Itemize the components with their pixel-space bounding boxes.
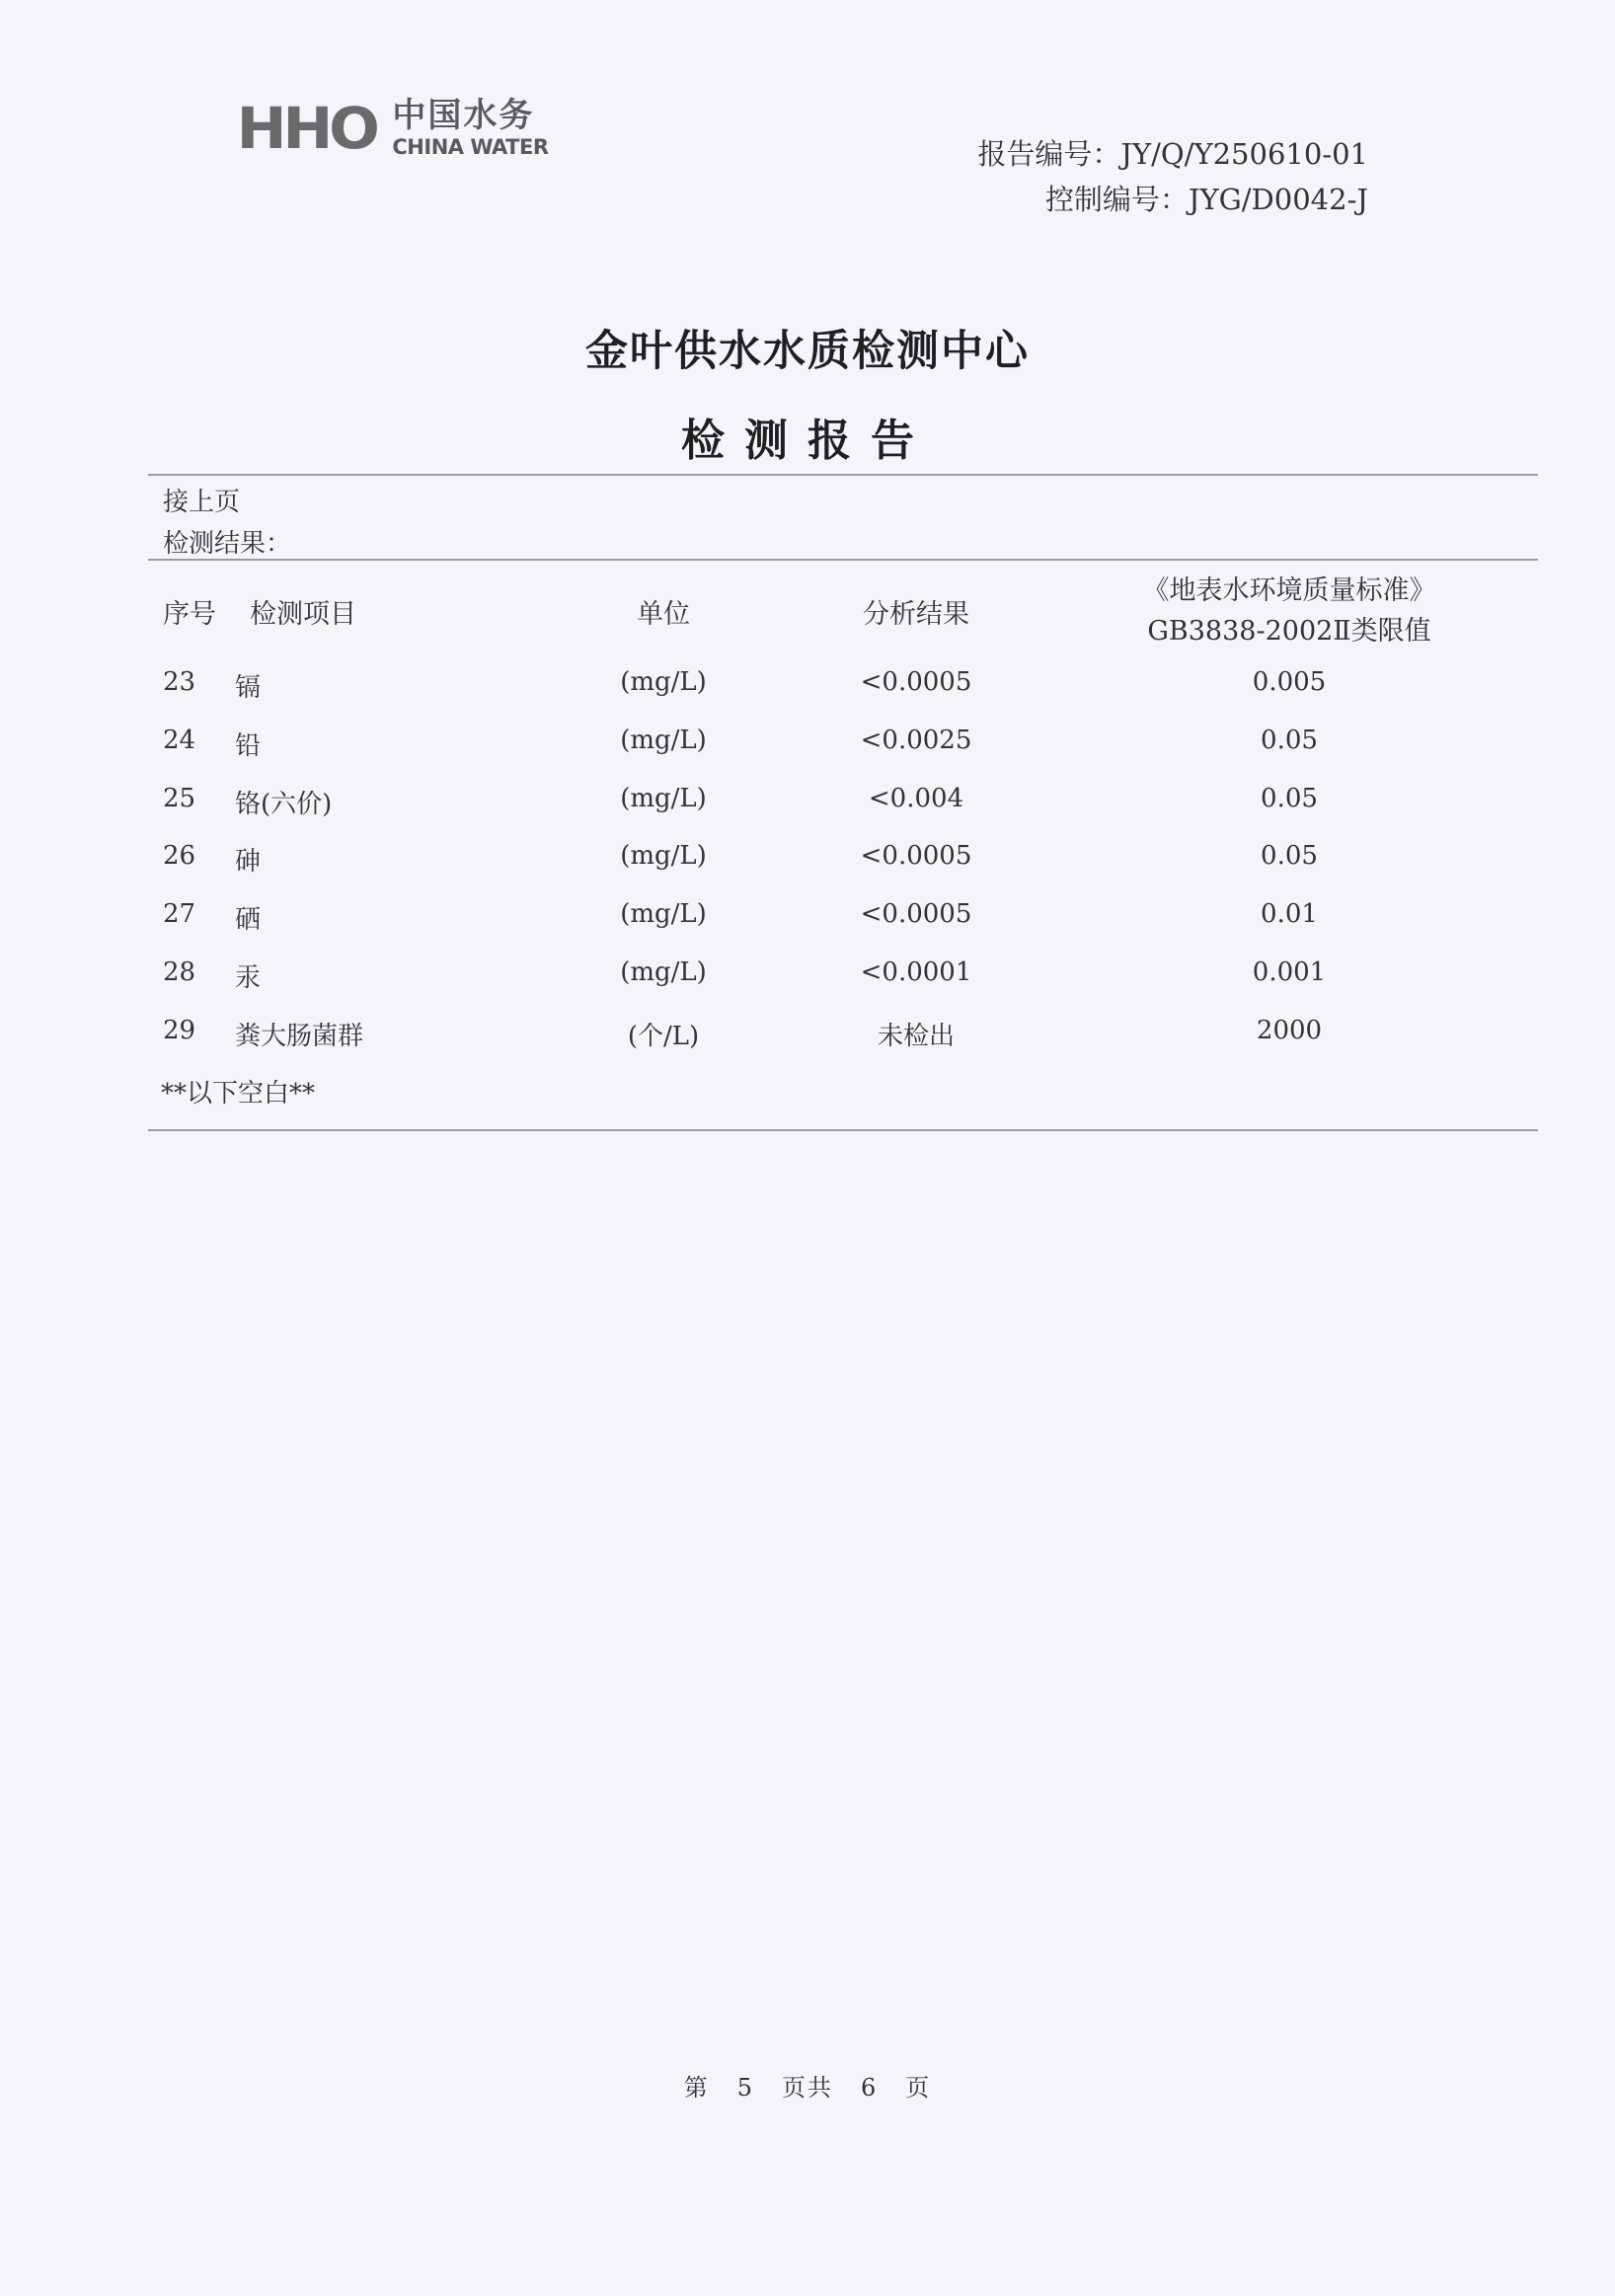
row-result-text: <0.0005 bbox=[860, 899, 972, 929]
organization-title: 金叶供水水质检测中心 bbox=[585, 327, 1030, 376]
logo-mark: HHO bbox=[236, 95, 376, 162]
row-item-text: 铬(六价) bbox=[235, 790, 333, 819]
report-meta bbox=[977, 131, 1368, 222]
row-number bbox=[163, 667, 195, 697]
table-row bbox=[0, 957, 1615, 997]
row-unit-text: (mg/L) bbox=[620, 784, 707, 813]
header-item: 检测项目 bbox=[250, 599, 356, 630]
row-result-text: <0.0025 bbox=[860, 726, 972, 755]
row-number bbox=[163, 784, 195, 813]
table-row bbox=[0, 1016, 1615, 1055]
row-item bbox=[235, 1016, 363, 1052]
row-item bbox=[235, 667, 261, 704]
divider-header bbox=[148, 559, 1538, 561]
row-number bbox=[163, 899, 195, 929]
row-number-text: 27 bbox=[163, 899, 196, 929]
row-limit-text: 0.05 bbox=[1261, 841, 1318, 871]
row-item-text: 汞 bbox=[235, 963, 262, 993]
row-result-text: <0.0005 bbox=[860, 841, 972, 871]
row-limit-text: 2000 bbox=[1256, 1016, 1323, 1045]
row-unit-text: (mg/L) bbox=[620, 726, 707, 755]
table-row bbox=[0, 841, 1615, 880]
row-number-text: 24 bbox=[163, 726, 196, 755]
logo-en-text: CHINA WATER bbox=[392, 135, 549, 159]
footer-mid: 页共 bbox=[782, 2074, 833, 2102]
page-footer bbox=[0, 2068, 1615, 2103]
logo-text bbox=[392, 96, 549, 159]
header-standard-block bbox=[1143, 571, 1436, 651]
header-standard-line2: GB3838-2002Ⅱ类限值 bbox=[1147, 616, 1431, 647]
row-unit-text: (mg/L) bbox=[620, 667, 707, 697]
footer-prefix: 第 bbox=[683, 2074, 710, 2102]
row-number bbox=[163, 1016, 195, 1045]
logo-cn-text: 中国水务 bbox=[392, 96, 535, 135]
row-result-text: <0.004 bbox=[868, 784, 964, 813]
divider-top bbox=[148, 474, 1538, 476]
results-label: 检测结果： bbox=[163, 529, 292, 559]
row-item-text: 铅 bbox=[235, 731, 262, 761]
divider-bottom bbox=[148, 1129, 1538, 1131]
china-water-logo bbox=[236, 95, 549, 162]
row-limit-text: 0.05 bbox=[1261, 726, 1318, 755]
report-title: 检测报告 bbox=[681, 416, 934, 466]
row-result-text: 未检出 bbox=[877, 1022, 956, 1051]
footer-suffix: 页 bbox=[905, 2074, 932, 2102]
report-number: 报告编号：JY/Q/Y250610-01 bbox=[977, 137, 1368, 171]
row-number-text: 23 bbox=[163, 667, 196, 697]
row-number bbox=[163, 841, 195, 871]
row-item bbox=[235, 899, 261, 936]
row-item-text: 镉 bbox=[235, 673, 262, 703]
row-number-text: 28 bbox=[163, 957, 196, 987]
row-number bbox=[163, 957, 195, 987]
row-item bbox=[235, 784, 332, 820]
row-unit-text: (mg/L) bbox=[620, 957, 707, 987]
header-result-text: 分析结果 bbox=[863, 599, 969, 630]
row-limit-text: 0.005 bbox=[1252, 667, 1327, 697]
row-number-text: 25 bbox=[163, 784, 196, 813]
row-number-text: 29 bbox=[163, 1016, 196, 1045]
row-unit-text: (个/L) bbox=[627, 1022, 700, 1051]
row-item bbox=[235, 726, 261, 762]
table-row bbox=[0, 899, 1615, 939]
row-item-text: 砷 bbox=[235, 847, 262, 877]
row-limit-text: 0.01 bbox=[1261, 899, 1318, 929]
continued-label: 接上页 bbox=[163, 488, 241, 517]
table-row bbox=[0, 726, 1615, 765]
row-item-text: 硒 bbox=[235, 905, 262, 935]
row-number-text: 26 bbox=[163, 841, 196, 871]
table-row bbox=[0, 667, 1615, 707]
row-number bbox=[163, 726, 195, 755]
row-unit-text: (mg/L) bbox=[620, 841, 707, 871]
row-result-text: <0.0001 bbox=[860, 957, 972, 987]
footer-page-total: 6 bbox=[861, 2074, 879, 2102]
row-result-text: <0.0005 bbox=[860, 667, 972, 697]
table-row bbox=[0, 784, 1615, 823]
row-limit-text: 0.001 bbox=[1252, 957, 1327, 987]
control-number: 控制编号：JYG/D0042-J bbox=[1044, 183, 1368, 216]
header-no: 序号 bbox=[163, 599, 216, 630]
row-item bbox=[235, 957, 261, 994]
header-unit-text: 单位 bbox=[637, 599, 690, 630]
row-item bbox=[235, 841, 261, 878]
row-item-text: 粪大肠菌群 bbox=[235, 1022, 364, 1051]
footer-page-current: 5 bbox=[736, 2074, 754, 2102]
blank-note: **以下空白** bbox=[161, 1079, 316, 1109]
row-unit-text: (mg/L) bbox=[620, 899, 707, 929]
row-limit-text: 0.05 bbox=[1261, 784, 1318, 813]
header-standard-line1: 《地表水环境质量标准》 bbox=[1142, 575, 1436, 606]
